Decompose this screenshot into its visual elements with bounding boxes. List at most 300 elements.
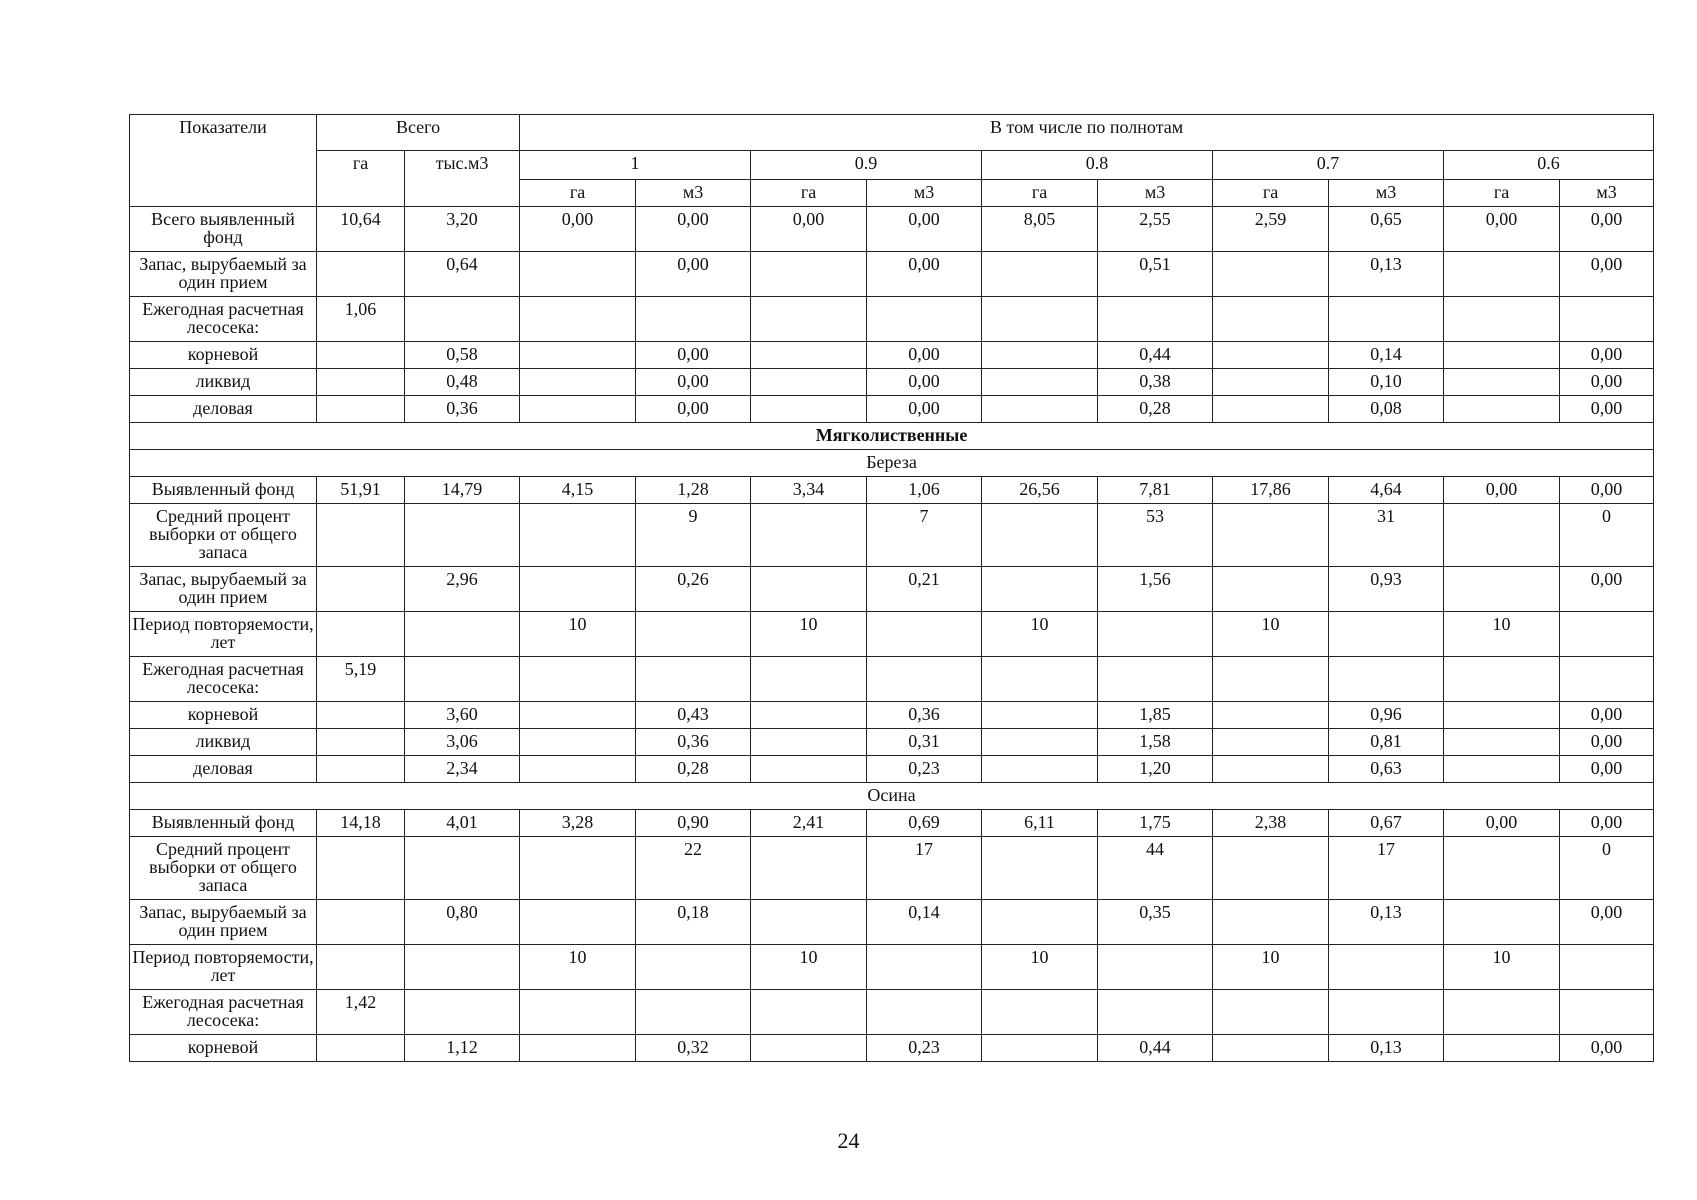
total-volume-cell [405,297,520,342]
table-row [130,207,1654,252]
table-row [130,342,1654,369]
density-m3-cell: 0,51 [1098,252,1213,297]
density-ha-cell [751,396,867,423]
density-ha-cell: 2,38 [1213,810,1329,837]
density-m3-cell: 0,00 [867,252,982,297]
density-m3-cell: 0,69 [867,810,982,837]
density-ha-cell [1213,297,1329,342]
density-ha-cell [1213,729,1329,756]
density-ha-cell: 10 [1444,945,1560,990]
density-m3-cell: 2,55 [1098,207,1213,252]
density-m3-cell: 0,14 [1329,342,1444,369]
density-ha-cell: 0,00 [1444,810,1560,837]
table-row [130,990,1654,1035]
density-m3-cell: 17 [867,837,982,900]
total-ha-cell [317,369,405,396]
density-ha-cell [520,729,636,756]
table-row [130,297,1654,342]
density-m3-cell [867,990,982,1035]
row-label: Выявленный фонд [130,810,317,837]
row-label: Запас, вырубаемый за один прием [130,900,317,945]
density-m3-cell [636,990,751,1035]
total-volume-cell: 0,36 [405,396,520,423]
density-ha-cell: 10 [1213,612,1329,657]
density-m3-cell [1560,297,1654,342]
density-m3-cell: 0,00 [867,396,982,423]
density-m3-cell: 0,21 [867,567,982,612]
table-row [130,612,1654,657]
unit-ha: га [520,180,636,207]
density-m3-cell: 0,00 [1560,702,1654,729]
density-m3-cell: 0,10 [1329,369,1444,396]
density-m3-cell: 0,00 [867,207,982,252]
density-m3-cell [867,945,982,990]
density-m3-cell: 0,00 [1560,1035,1654,1062]
section-header-row [130,450,1654,477]
density-ha-cell [1444,396,1560,423]
total-ha-cell: 10,64 [317,207,405,252]
row-label: Период повторяемости, лет [130,612,317,657]
table-body [130,207,1654,1062]
total-ha-cell: 51,91 [317,477,405,504]
density-m3-cell: 0,81 [1329,729,1444,756]
density-m3-cell: 0,26 [636,567,751,612]
density-m3-cell: 0,00 [1560,369,1654,396]
density-m3-cell: 44 [1098,837,1213,900]
density-m3-cell: 0,00 [636,252,751,297]
density-ha-cell [982,297,1098,342]
density-ha-cell [982,900,1098,945]
density-m3-cell: 0,65 [1329,207,1444,252]
density-ha-cell [982,729,1098,756]
density-ha-cell [520,297,636,342]
total-volume-cell: 3,06 [405,729,520,756]
density-m3-cell: 0 [1560,837,1654,900]
density-m3-cell: 1,20 [1098,756,1213,783]
section-header-row [130,783,1654,810]
density-m3-cell: 0,38 [1098,369,1213,396]
density-ha-cell [1444,504,1560,567]
density-ha-cell [982,837,1098,900]
density-ha-cell [982,702,1098,729]
density-m3-cell [1098,297,1213,342]
density-m3-cell [1329,657,1444,702]
total-volume-cell: 14,79 [405,477,520,504]
total-volume-cell: 1,12 [405,1035,520,1062]
row-label: ликвид [130,729,317,756]
total-volume-cell: 2,34 [405,756,520,783]
density-ha-cell [1213,342,1329,369]
density-ha-cell [982,990,1098,1035]
density-ha-cell [982,342,1098,369]
density-ha-cell: 0,00 [1444,477,1560,504]
density-m3-cell: 0,00 [636,207,751,252]
row-label: деловая [130,396,317,423]
density-ha-cell: 10 [1213,945,1329,990]
forest-fund-table [129,114,1654,1062]
table-row [130,396,1654,423]
density-m3-cell [1098,945,1213,990]
section-title: Осина [130,783,1654,810]
total-ha-cell [317,945,405,990]
density-m3-cell: 0,13 [1329,1035,1444,1062]
density-m3-cell: 0,13 [1329,900,1444,945]
header-indicators: Показатели [130,115,317,207]
density-m3-cell: 0,93 [1329,567,1444,612]
density-m3-cell [636,657,751,702]
density-ha-cell [751,342,867,369]
density-ha-cell [1444,342,1560,369]
unit-ha: га [1444,180,1560,207]
density-ha-cell [520,504,636,567]
density-ha-cell [1213,756,1329,783]
density-ha-cell [520,657,636,702]
total-volume-cell: 3,20 [405,207,520,252]
total-volume-cell: 0,58 [405,342,520,369]
density-m3-cell [867,657,982,702]
header-density-0-9: 0.9 [751,151,982,180]
density-ha-cell: 3,34 [751,477,867,504]
density-m3-cell [1329,990,1444,1035]
density-ha-cell [751,837,867,900]
density-ha-cell [1444,297,1560,342]
row-label: Ежегодная расчетная лесосека: [130,297,317,342]
density-m3-cell: 1,28 [636,477,751,504]
density-m3-cell: 0,35 [1098,900,1213,945]
density-ha-cell [1213,396,1329,423]
density-m3-cell: 1,06 [867,477,982,504]
density-ha-cell [1444,567,1560,612]
unit-m3: м3 [1329,180,1444,207]
total-ha-cell [317,756,405,783]
density-m3-cell [1329,297,1444,342]
density-m3-cell [1560,612,1654,657]
density-ha-cell [1444,252,1560,297]
density-m3-cell: 0,00 [1560,756,1654,783]
unit-m3: м3 [636,180,751,207]
row-label: деловая [130,756,317,783]
density-ha-cell [520,342,636,369]
density-m3-cell: 0,63 [1329,756,1444,783]
density-ha-cell [751,297,867,342]
table-row [130,477,1654,504]
density-ha-cell [1213,567,1329,612]
density-m3-cell [636,297,751,342]
unit-ha: га [1213,180,1329,207]
density-ha-cell [982,252,1098,297]
row-label: корневой [130,702,317,729]
density-ha-cell [520,702,636,729]
density-m3-cell: 0,00 [867,342,982,369]
total-ha-cell: 1,42 [317,990,405,1035]
total-volume-cell: 0,48 [405,369,520,396]
density-ha-cell [520,252,636,297]
header-total-volume: тыс.м3 [405,151,520,207]
density-ha-cell [1213,990,1329,1035]
table-row [130,657,1654,702]
row-label: Запас, вырубаемый за один прием [130,567,317,612]
density-ha-cell [751,900,867,945]
density-m3-cell: 0,08 [1329,396,1444,423]
density-ha-cell: 0,00 [1444,207,1560,252]
density-ha-cell: 10 [751,945,867,990]
total-ha-cell [317,342,405,369]
density-ha-cell [751,504,867,567]
density-m3-cell: 0,00 [1560,900,1654,945]
density-m3-cell [1560,990,1654,1035]
header-by-density: В том числе по полнотам [520,115,1654,151]
density-ha-cell: 4,15 [520,477,636,504]
density-ha-cell [1213,252,1329,297]
total-volume-cell [405,504,520,567]
density-ha-cell [751,990,867,1035]
density-ha-cell [1213,900,1329,945]
row-label: Ежегодная расчетная лесосека: [130,657,317,702]
header-density-0-6: 0.6 [1444,151,1654,180]
density-ha-cell: 10 [751,612,867,657]
density-m3-cell [636,612,751,657]
header-total: Всего [317,115,520,151]
density-ha-cell [751,369,867,396]
total-ha-cell [317,504,405,567]
density-ha-cell: 10 [982,945,1098,990]
table-header [130,115,1654,207]
total-volume-cell: 0,80 [405,900,520,945]
total-ha-cell [317,567,405,612]
page-number: 24 [837,1128,860,1153]
density-m3-cell: 0,00 [1560,810,1654,837]
table-row [130,837,1654,900]
unit-ha: га [982,180,1098,207]
total-volume-cell: 3,60 [405,702,520,729]
density-m3-cell: 0,90 [636,810,751,837]
row-label: Ежегодная расчетная лесосека: [130,990,317,1035]
density-ha-cell: 2,41 [751,810,867,837]
table-row [130,504,1654,567]
density-m3-cell: 0,36 [636,729,751,756]
total-ha-cell [317,612,405,657]
density-ha-cell [1444,990,1560,1035]
table-row [130,702,1654,729]
density-ha-cell [751,729,867,756]
density-m3-cell [1329,612,1444,657]
density-m3-cell [1560,945,1654,990]
density-m3-cell: 0 [1560,504,1654,567]
density-m3-cell: 0,00 [1560,477,1654,504]
density-ha-cell [1444,369,1560,396]
density-ha-cell [1444,756,1560,783]
section-header-row [130,423,1654,450]
total-ha-cell [317,729,405,756]
row-label: Средний процент выборки от общего запаса [130,504,317,567]
total-ha-cell [317,837,405,900]
density-m3-cell: 22 [636,837,751,900]
density-m3-cell: 0,00 [636,342,751,369]
density-ha-cell [751,657,867,702]
density-ha-cell [520,369,636,396]
density-ha-cell [1213,657,1329,702]
density-ha-cell: 26,56 [982,477,1098,504]
unit-ha: га [751,180,867,207]
table-row [130,369,1654,396]
row-label: корневой [130,342,317,369]
total-ha-cell [317,702,405,729]
density-m3-cell: 0,00 [1560,252,1654,297]
density-ha-cell [1444,1035,1560,1062]
density-m3-cell [1329,945,1444,990]
density-ha-cell [1213,837,1329,900]
total-volume-cell [405,945,520,990]
density-m3-cell: 0,28 [636,756,751,783]
density-m3-cell: 0,18 [636,900,751,945]
density-ha-cell [751,567,867,612]
row-label: Всего выявленный фонд [130,207,317,252]
density-m3-cell: 1,85 [1098,702,1213,729]
total-volume-cell: 2,96 [405,567,520,612]
density-m3-cell [867,297,982,342]
density-m3-cell: 9 [636,504,751,567]
density-m3-cell: 1,75 [1098,810,1213,837]
row-label: ликвид [130,369,317,396]
density-ha-cell [520,567,636,612]
density-m3-cell: 0,00 [1560,729,1654,756]
table-row [130,900,1654,945]
section-title: Мягколиственные [130,423,1654,450]
total-ha-cell [317,900,405,945]
section-title: Береза [130,450,1654,477]
total-ha-cell: 1,06 [317,297,405,342]
density-ha-cell [982,756,1098,783]
density-m3-cell: 0,14 [867,900,982,945]
density-ha-cell: 10 [520,612,636,657]
density-m3-cell: 31 [1329,504,1444,567]
density-ha-cell [1213,1035,1329,1062]
density-m3-cell: 0,28 [1098,396,1213,423]
table-row [130,810,1654,837]
density-ha-cell [982,369,1098,396]
table-row [130,252,1654,297]
density-ha-cell [1213,369,1329,396]
density-ha-cell [520,990,636,1035]
table-row [130,1035,1654,1062]
density-ha-cell: 17,86 [1213,477,1329,504]
row-label: Выявленный фонд [130,477,317,504]
density-m3-cell: 0,44 [1098,342,1213,369]
total-ha-cell: 5,19 [317,657,405,702]
density-m3-cell: 7 [867,504,982,567]
unit-m3: м3 [1098,180,1213,207]
density-ha-cell [520,900,636,945]
density-ha-cell [520,837,636,900]
total-ha-cell [317,396,405,423]
density-ha-cell [751,1035,867,1062]
density-ha-cell [520,756,636,783]
density-m3-cell [636,945,751,990]
density-ha-cell: 0,00 [520,207,636,252]
density-ha-cell [751,756,867,783]
row-label: Средний процент выборки от общего запаса [130,837,317,900]
density-ha-cell [1444,729,1560,756]
density-ha-cell: 10 [1444,612,1560,657]
density-ha-cell [982,567,1098,612]
density-m3-cell: 0,96 [1329,702,1444,729]
unit-m3: м3 [1560,180,1654,207]
density-m3-cell: 0,13 [1329,252,1444,297]
density-ha-cell [751,252,867,297]
density-m3-cell: 1,56 [1098,567,1213,612]
density-m3-cell: 4,64 [1329,477,1444,504]
density-ha-cell [982,504,1098,567]
row-label: корневой [130,1035,317,1062]
density-ha-cell [520,1035,636,1062]
density-ha-cell: 0,00 [751,207,867,252]
density-ha-cell: 10 [982,612,1098,657]
total-volume-cell [405,657,520,702]
header-total-ha: га [317,151,405,207]
table-row [130,756,1654,783]
density-ha-cell [982,396,1098,423]
density-ha-cell [1444,657,1560,702]
density-m3-cell: 7,81 [1098,477,1213,504]
row-label: Запас, вырубаемый за один прием [130,252,317,297]
density-ha-cell [1444,837,1560,900]
total-volume-cell [405,990,520,1035]
density-m3-cell [1098,657,1213,702]
density-ha-cell: 3,28 [520,810,636,837]
density-m3-cell: 0,43 [636,702,751,729]
density-m3-cell: 0,00 [1560,342,1654,369]
density-m3-cell: 0,00 [636,396,751,423]
density-m3-cell: 0,00 [1560,567,1654,612]
total-volume-cell: 0,64 [405,252,520,297]
density-m3-cell: 0,32 [636,1035,751,1062]
density-ha-cell [982,1035,1098,1062]
density-ha-cell [982,657,1098,702]
density-ha-cell [1444,900,1560,945]
table-row [130,729,1654,756]
density-m3-cell: 17 [1329,837,1444,900]
unit-m3: м3 [867,180,982,207]
header-density-0-7: 0.7 [1213,151,1444,180]
density-m3-cell: 0,44 [1098,1035,1213,1062]
total-volume-cell: 4,01 [405,810,520,837]
total-ha-cell [317,252,405,297]
density-m3-cell: 0,00 [867,369,982,396]
density-m3-cell: 0,00 [636,369,751,396]
density-m3-cell: 0,23 [867,1035,982,1062]
density-ha-cell: 6,11 [982,810,1098,837]
total-ha-cell: 14,18 [317,810,405,837]
density-m3-cell: 0,23 [867,756,982,783]
density-m3-cell [1098,990,1213,1035]
density-m3-cell: 0,67 [1329,810,1444,837]
density-ha-cell: 8,05 [982,207,1098,252]
row-label: Период повторяемости, лет [130,945,317,990]
table-row [130,567,1654,612]
density-m3-cell: 0,31 [867,729,982,756]
header-density-0-8: 0.8 [982,151,1213,180]
density-ha-cell [520,396,636,423]
density-ha-cell [1444,702,1560,729]
density-m3-cell [1560,657,1654,702]
density-m3-cell: 53 [1098,504,1213,567]
density-ha-cell: 10 [520,945,636,990]
density-ha-cell: 2,59 [1213,207,1329,252]
density-m3-cell: 0,36 [867,702,982,729]
density-m3-cell: 0,00 [1560,207,1654,252]
header-density-1: 1 [520,151,751,180]
density-m3-cell: 0,00 [1560,396,1654,423]
